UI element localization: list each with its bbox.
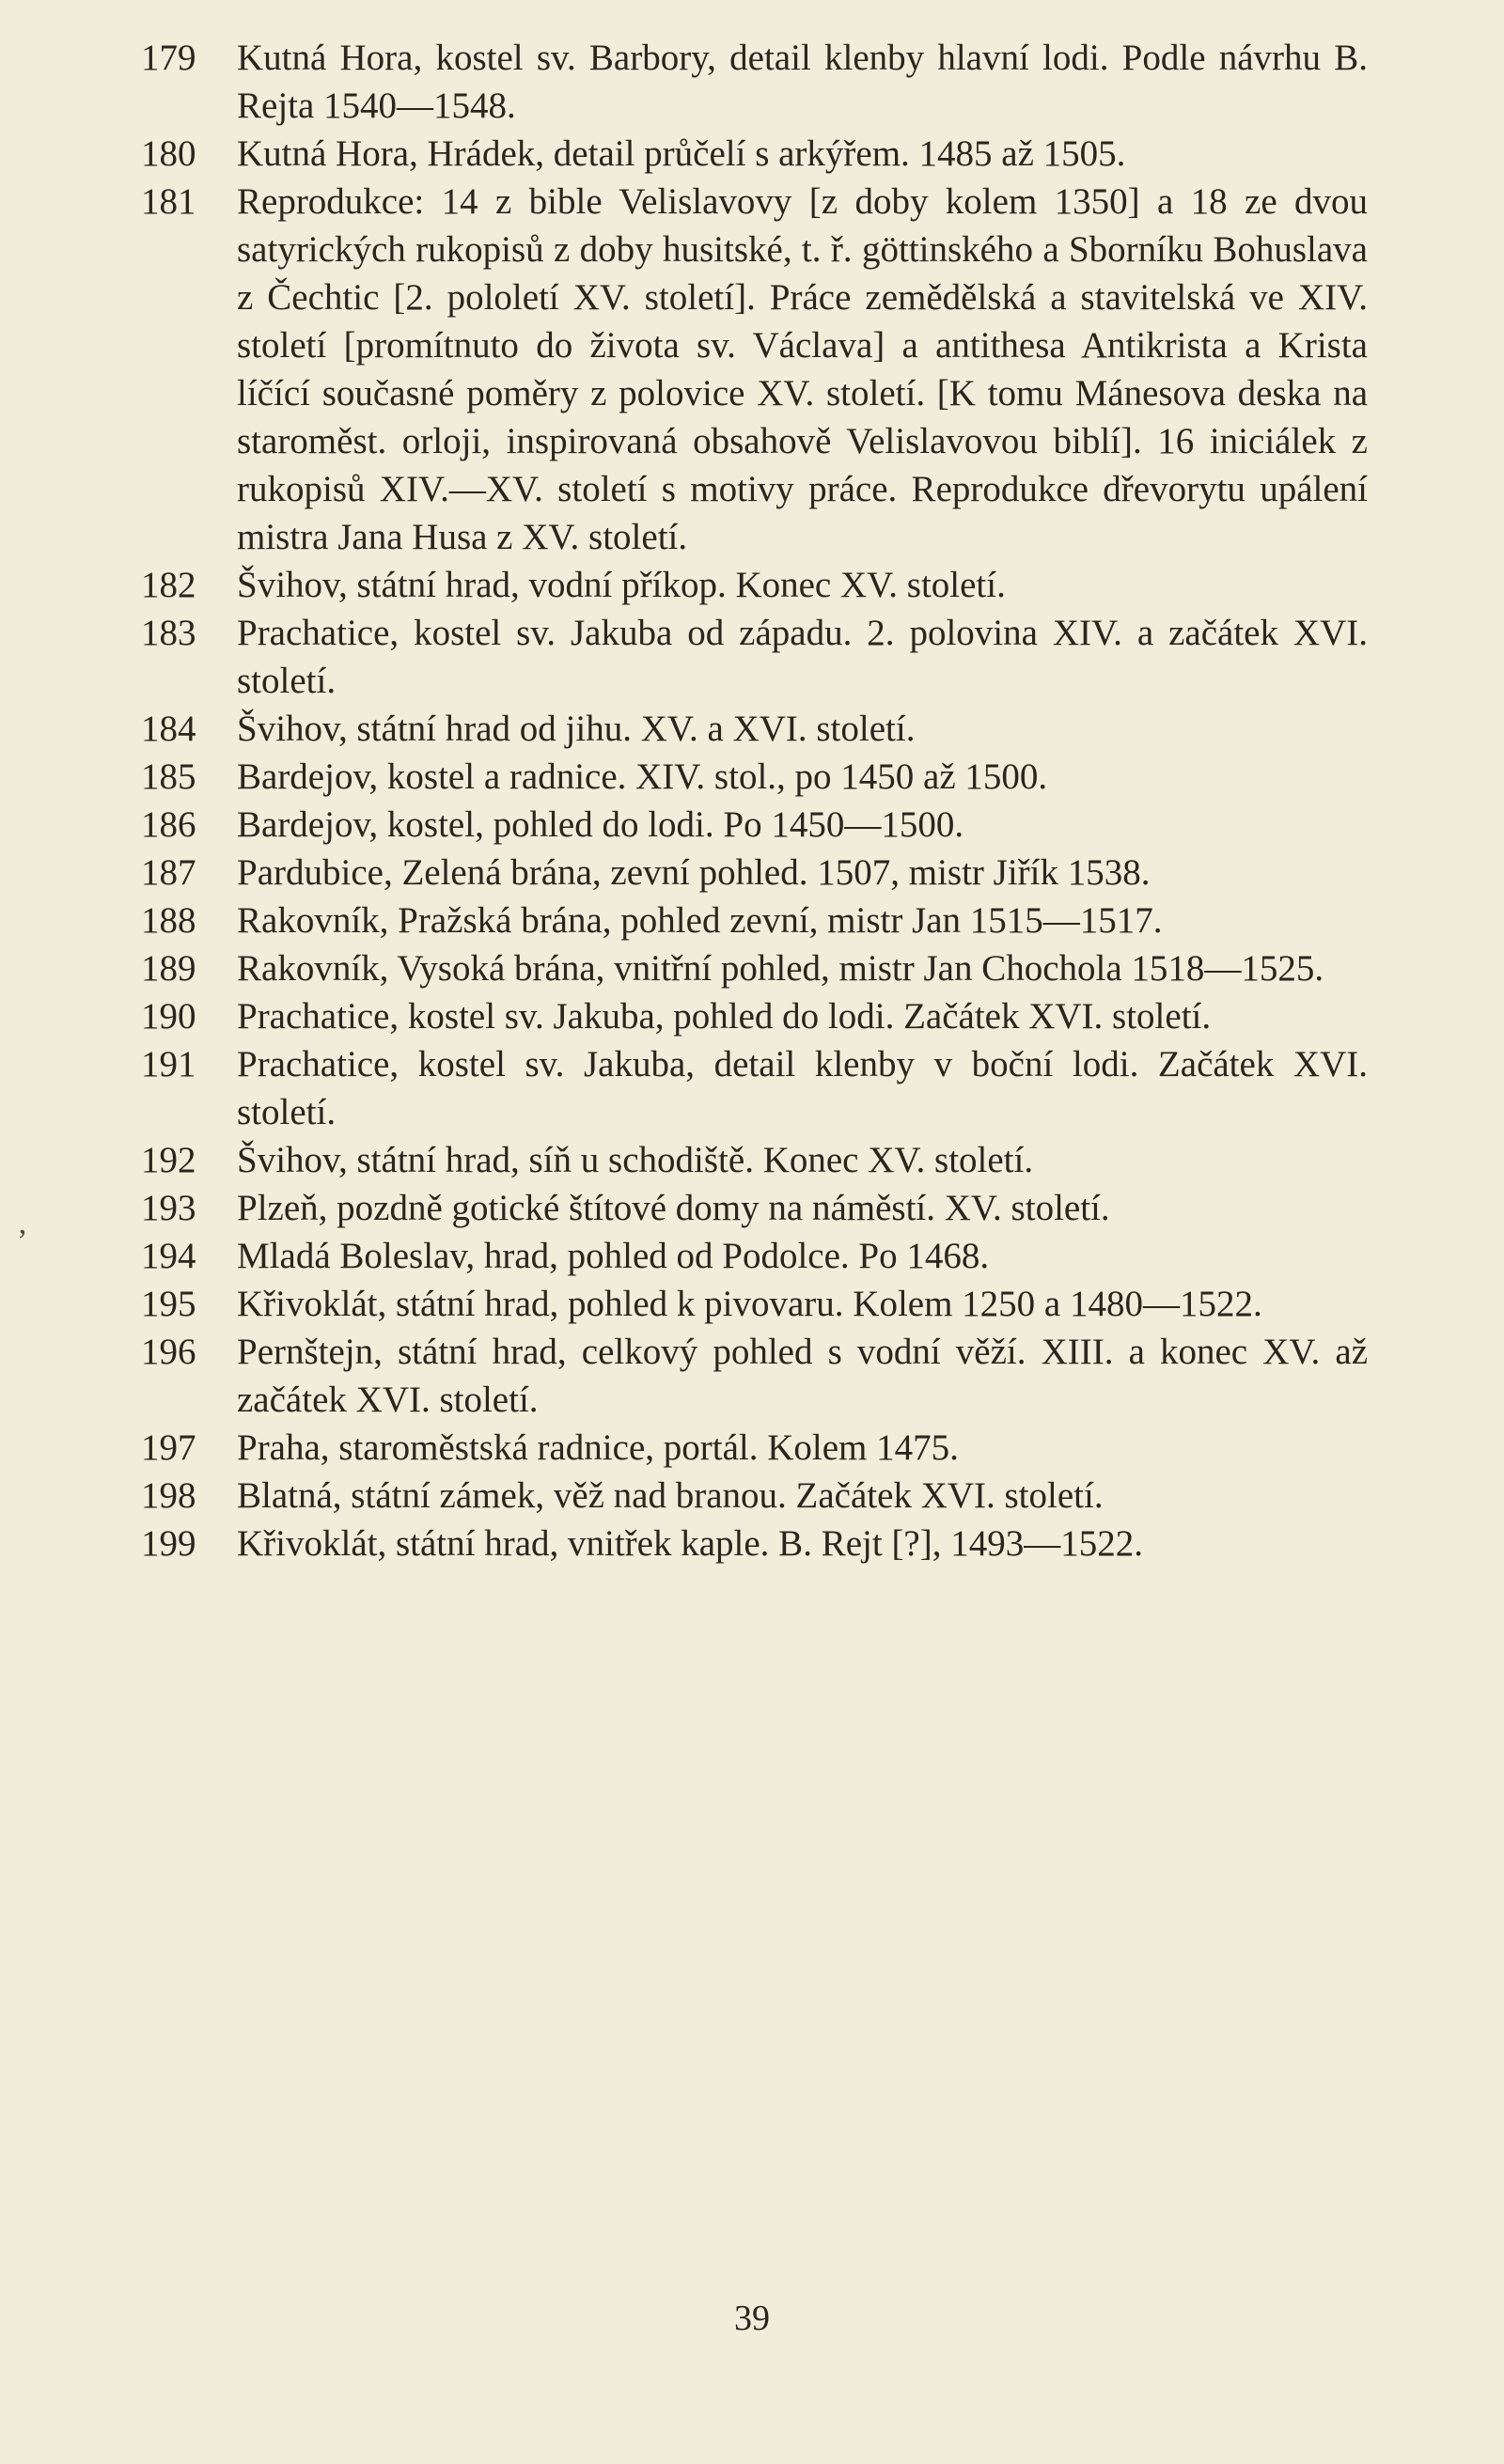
entry-text: Plzeň, pozdně gotické štítové domy na náměstí. XV. století. (237, 1188, 1110, 1228)
list-item (141, 1472, 1368, 1520)
entry-text: Prachatice, kostel sv. Jakuba, detail klenby v boční lodi. Začátek XVI. století. (237, 1044, 1368, 1132)
list-item (141, 992, 1368, 1040)
entry-text: Pardubice, Zelená brána, zevní pohled. 1507, mistr Jiřík 1538. (237, 852, 1151, 893)
list-item (141, 1280, 1368, 1328)
list-item (141, 34, 1368, 130)
entry-number: 179 (141, 38, 196, 78)
entry-number: 185 (141, 756, 196, 797)
list-item (141, 1520, 1368, 1567)
list-item (141, 897, 1368, 944)
entry-number: 187 (141, 852, 196, 893)
list-item (141, 849, 1368, 897)
list-item (141, 1328, 1368, 1424)
list-item (141, 753, 1368, 801)
list-item (141, 609, 1368, 705)
entry-text: Švihov, státní hrad, vodní příkop. Konec XV. století. (237, 565, 1006, 605)
entry-number: 190 (141, 996, 196, 1037)
entry-number: 184 (141, 709, 196, 749)
page-number: 39 (734, 2299, 770, 2338)
entry-number: 191 (141, 1044, 196, 1084)
caption-list (141, 34, 1368, 1567)
entry-number: 181 (141, 181, 196, 222)
list-item (141, 1232, 1368, 1280)
entry-text: Prachatice, kostel sv. Jakuba od západu. 2. polovina XIV. a začátek XVI. století. (237, 613, 1368, 701)
entry-text: Reprodukce: 14 z bible Velislavovy [z doby kolem 1350] a 18 ze dvou satyrických rukopisů z doby husitské, t. ř. göttinského a Sborníku Bohuslava z Čechtic [2. pololetí XV. století]. Práce zemědělská a stavitelská ve XIV. století [promítnuto do života sv. Václava] a antithesa Antikrista a Krista líčící současné poměry z polovice XV. století. [K tomu Mánesova deska na staroměst. orloji, inspirovaná obsahově Velislavovou biblí]. 16 iniciálek z rukopisů XIV.—XV. století s motivy práce. Reprodukce dřevorytu upálení mistra Jana Husa z XV. století. (237, 181, 1368, 557)
list-item (141, 801, 1368, 849)
entry-number: 188 (141, 900, 196, 941)
margin-mark: ’ (17, 1224, 28, 1258)
entry-number: 194 (141, 1236, 196, 1276)
entry-text: Rakovník, Pražská brána, pohled zevní, mistr Jan 1515—1517. (237, 900, 1163, 941)
entry-text: Kutná Hora, Hrádek, detail průčelí s arkýřem. 1485 až 1505. (237, 133, 1126, 174)
entry-number: 195 (141, 1284, 196, 1324)
list-item (141, 561, 1368, 609)
list-item (141, 705, 1368, 753)
entry-number: 198 (141, 1475, 196, 1516)
entry-text: Švihov, státní hrad, síň u schodiště. Konec XV. století. (237, 1140, 1034, 1180)
entry-text: Křivoklát, státní hrad, pohled k pivovaru. Kolem 1250 a 1480—1522. (237, 1284, 1262, 1324)
entry-text: Praha, staroměstská radnice, portál. Kolem 1475. (237, 1427, 959, 1468)
entry-number: 192 (141, 1140, 196, 1180)
list-item (141, 1040, 1368, 1136)
entry-text: Prachatice, kostel sv. Jakuba, pohled do lodi. Začátek XVI. století. (237, 996, 1212, 1037)
entry-text: Švihov, státní hrad od jihu. XV. a XVI. století. (237, 709, 916, 749)
entry-text: Mladá Boleslav, hrad, pohled od Podolce. Po 1468. (237, 1236, 990, 1276)
entry-number: 180 (141, 133, 196, 174)
entry-text: Křivoklát, státní hrad, vnitřek kaple. B. Rejt [?], 1493—1522. (237, 1523, 1143, 1564)
entry-number: 199 (141, 1523, 196, 1564)
entry-number: 196 (141, 1332, 196, 1372)
entry-text: Kutná Hora, kostel sv. Barbory, detail klenby hlavní lodi. Podle návrhu B. Rejta 1540—1548. (237, 38, 1368, 126)
entry-number: 183 (141, 613, 196, 653)
entry-number: 182 (141, 565, 196, 605)
list-item (141, 1184, 1368, 1232)
entry-number: 189 (141, 948, 196, 989)
list-item (141, 1136, 1368, 1184)
entry-number: 186 (141, 804, 196, 845)
entry-number: 193 (141, 1188, 196, 1228)
entry-text: Rakovník, Vysoká brána, vnitřní pohled, mistr Jan Chochola 1518—1525. (237, 948, 1324, 989)
entry-text: Bardejov, kostel, pohled do lodi. Po 1450—1500. (237, 804, 964, 845)
list-item (141, 130, 1368, 178)
entry-number: 197 (141, 1427, 196, 1468)
entry-text: Bardejov, kostel a radnice. XIV. stol., po 1450 až 1500. (237, 756, 1048, 797)
list-item (141, 944, 1368, 992)
entry-text: Blatná, státní zámek, věž nad branou. Začátek XVI. století. (237, 1475, 1104, 1516)
list-item (141, 1424, 1368, 1472)
list-item (141, 178, 1368, 561)
entry-text: Pernštejn, státní hrad, celkový pohled s vodní věží. XIII. a konec XV. až začátek XVI. století. (237, 1332, 1368, 1420)
